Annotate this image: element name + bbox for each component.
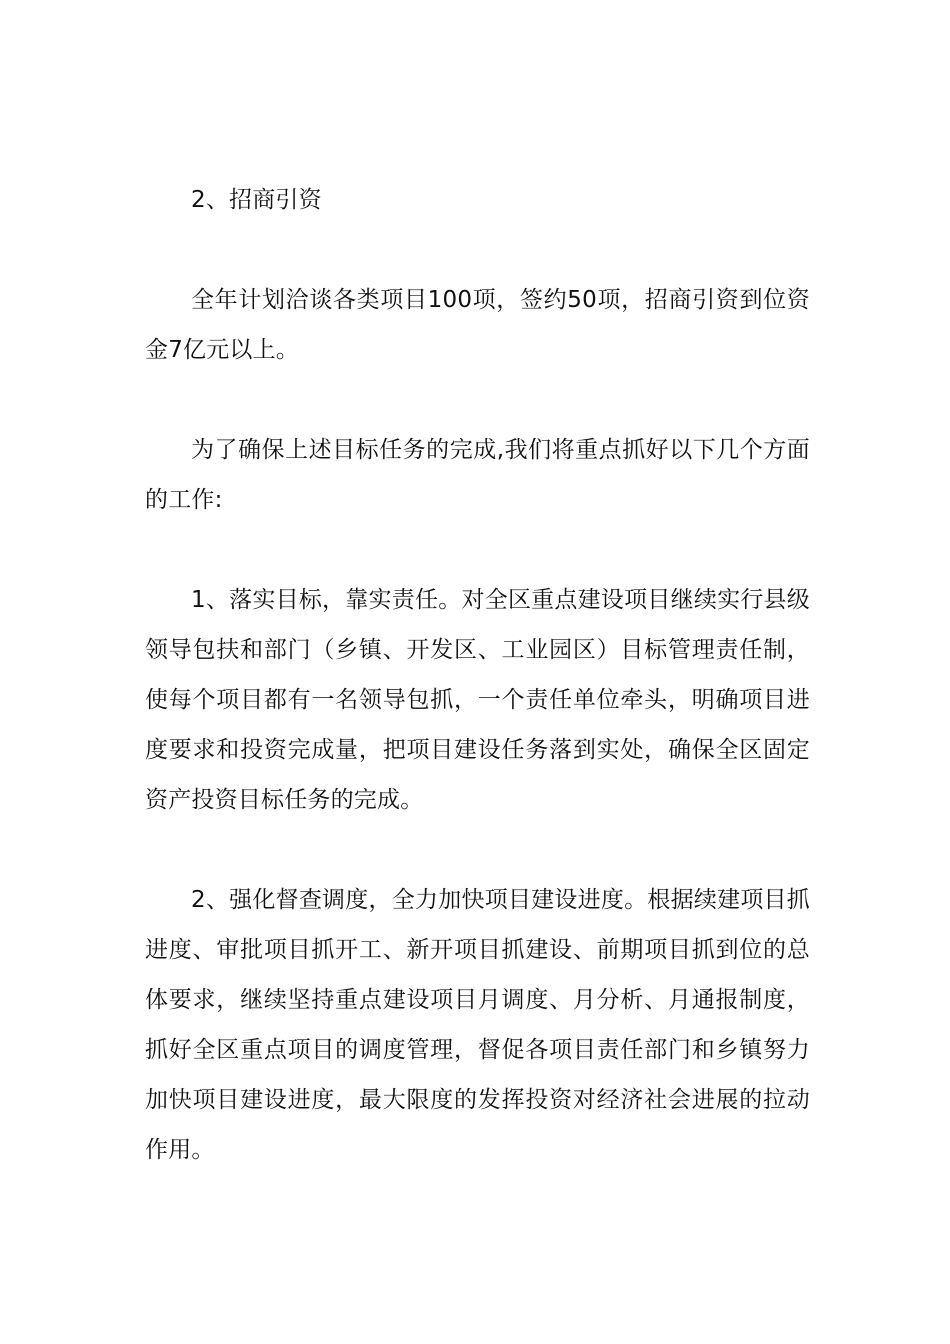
section-heading: 2、招商引资 bbox=[191, 187, 322, 213]
paragraph-spacer bbox=[145, 375, 810, 425]
paragraph-investment-targets: 全年计划洽谈各类项目100项，签约50项，招商引资到位资金7亿元以上。 bbox=[145, 287, 810, 363]
paragraph-spacer bbox=[145, 825, 810, 875]
document-body bbox=[145, 175, 810, 1175]
paragraph-spacer bbox=[145, 225, 810, 275]
paragraph-spacer bbox=[145, 525, 810, 575]
paragraph-intro-measures: 为了确保上述目标任务的完成,我们将重点抓好以下几个方面的工作: bbox=[145, 437, 810, 513]
paragraph-measure-1: 1、落实目标，靠实责任。对全区重点建设项目继续实行县级领导包扶和部门（乡镇、开发区、工业园区）目标管理责任制，使每个项目都有一名领导包抓，一个责任单位牵头，明确项目进度要求和投资完成量，把项目建设任务落到实处，确保全区固定资产投资目标任务的完成。 bbox=[145, 587, 810, 813]
paragraph-measure-2: 2、强化督查调度，全力加快项目建设进度。根据续建项目抓进度、审批项目抓开工、新开项目抓建设、前期项目抓到位的总体要求，继续坚持重点建设项目月调度、月分析、月通报制度，抓好全区重点项目的调度管理，督促各项目责任部门和乡镇努力加快项目建设进度，最大限度的发挥投资对经济社会进展的拉动作用。 bbox=[145, 887, 810, 1163]
